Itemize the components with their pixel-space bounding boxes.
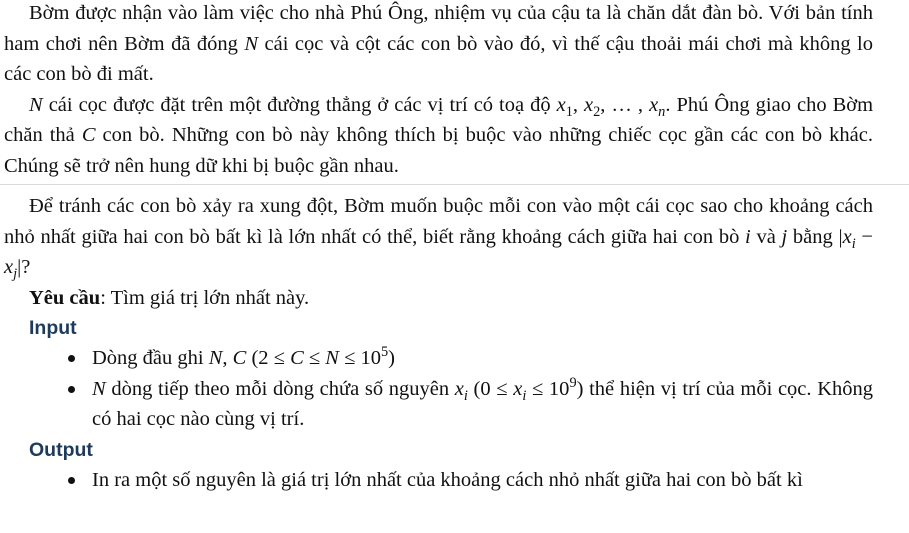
distance-formula: $|x_i - x_j|$ — [4, 225, 873, 283]
story-text: ? — [21, 256, 31, 278]
story-text: cái cọc được đặt trên một đường thẳng ở các vị trí có toạ độ — [42, 93, 557, 116]
list-text: dòng tiếp theo mỗi dòng chứa số nguyên — [105, 377, 455, 400]
story-text: và — [750, 225, 782, 248]
math-var: i — [745, 225, 751, 248]
input-item-1 — [92, 343, 873, 374]
output-list — [0, 465, 909, 496]
story-text: bằng — [787, 225, 839, 248]
coords-math: $x_1$, $x_2$, … , $x_n$ — [556, 93, 666, 120]
requirement-text: : Tìm giá trị lớn nhất này. — [100, 286, 310, 309]
math-var: C — [81, 124, 96, 146]
story-text: Bờm được nhận vào làm việc cho nhà Phú Ông, nhiệm vụ của cậu ta là chăn dắt đàn bò. Với bản tính ham chơi nên Bờm đã đóng — [4, 2, 873, 55]
math-var: N — [92, 377, 106, 400]
story-paragraph-2 — [0, 90, 909, 182]
position-math: $x_i$ $(0 \le x_i \le 10^9)$ — [454, 374, 584, 404]
story-text: Để tránh các con bò xảy ra xung đột, Bờm muốn buộc mỗi con vào một cái cọc sao cho khoảng cách nhỏ nhất giữa hai con bò bất kì là lớn nhất có thể, biết rằng khoảng cách giữa hai con bò — [4, 195, 873, 248]
math-var: N — [29, 93, 43, 116]
divider-line — [0, 184, 909, 185]
math-var: N — [244, 32, 259, 55]
story-text: . Phú Ông giao cho Bờm chăn thả — [4, 93, 874, 146]
story-paragraph-1 — [0, 0, 909, 90]
requirement-line — [0, 283, 909, 314]
input-heading: Input — [29, 317, 77, 339]
constraint-math: N, C $(2 \le C \le N \le 10^5)$ — [208, 344, 395, 369]
input-list — [0, 343, 909, 435]
output-item-1: In ra một số nguyên là giá trị lớn nhất của khoảng cách nhỏ nhất giữa hai con bò bất kì — [92, 465, 873, 496]
output-heading: Output — [29, 438, 93, 461]
story-text: cái cọc và cột các con bò vào đó, vì thế cậu thoải mái chơi mà không lo các con bò đi mất. — [4, 32, 873, 85]
requirement-label: Yêu cầu — [29, 286, 101, 309]
story-paragraph-3 — [0, 191, 909, 283]
math-var: j — [781, 225, 788, 248]
list-text: thể hiện vị trí của mỗi cọc. Không có hai cọc nào cùng vị trí. — [92, 377, 874, 430]
story-text: con bò. Những con bò này không thích bị buộc vào những chiếc cọc gần các con bò khác. Chúng sẽ trở nên hung dữ khi bị buộc gần nhau. — [4, 124, 873, 177]
input-item-2 — [92, 374, 873, 435]
list-text: Dòng đầu ghi — [92, 347, 209, 369]
